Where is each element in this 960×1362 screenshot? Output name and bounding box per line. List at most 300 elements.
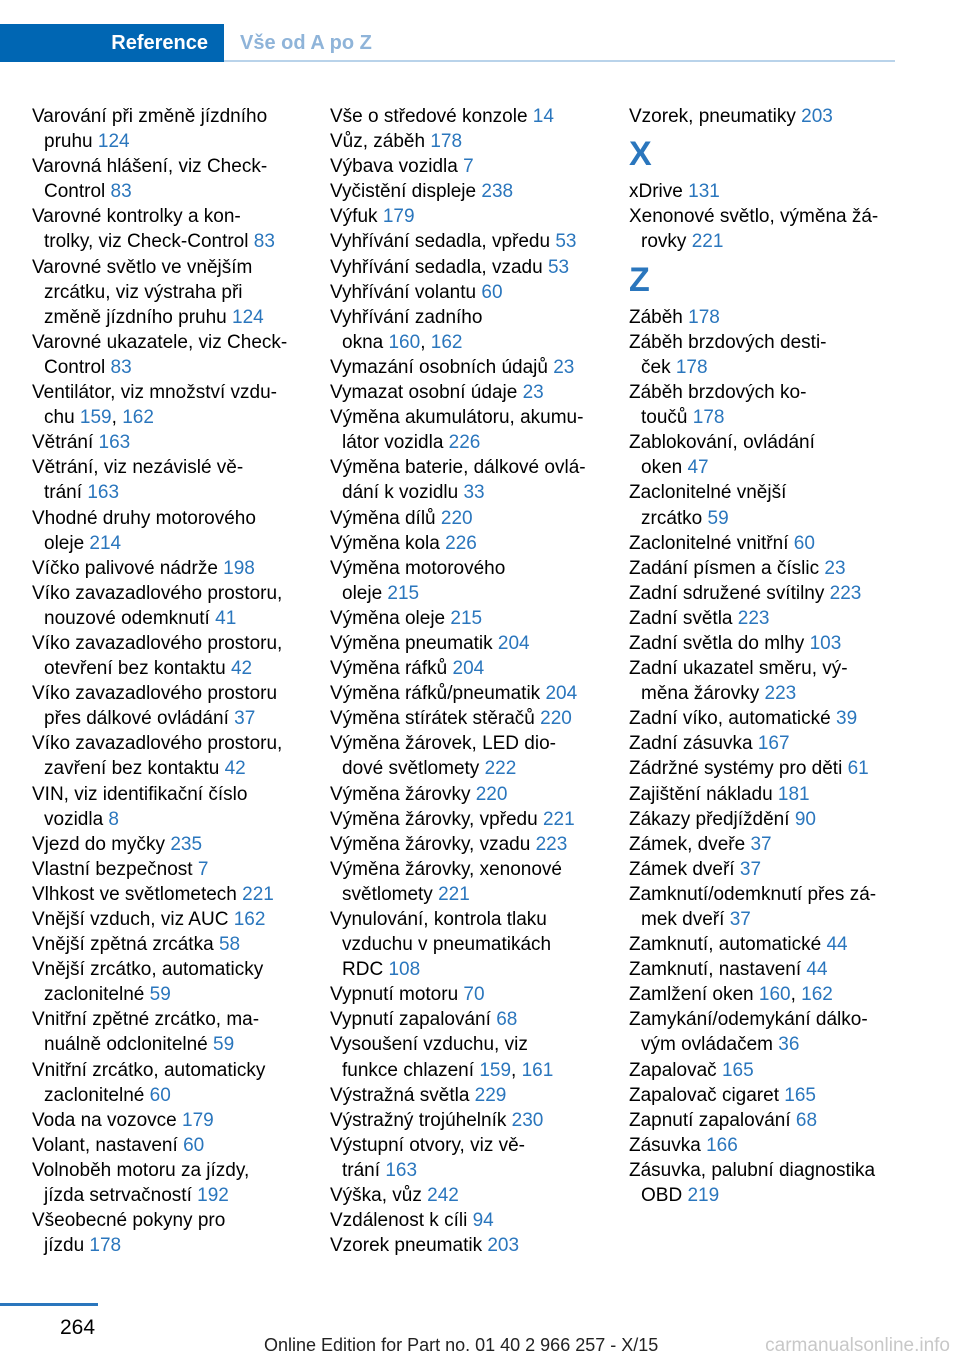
index-entry-term: Výměna kola xyxy=(330,532,446,554)
index-entry xyxy=(32,556,317,581)
index-entry-term: Vnitřní zrcátko, automaticky zaclonitelné xyxy=(32,1059,266,1106)
page-link[interactable]: 179 xyxy=(182,1109,214,1131)
index-entry-term: Vyhřívání sedadla, vpředu xyxy=(330,231,556,253)
index-entry-term: Zámek, dveře xyxy=(629,833,751,855)
index-entry xyxy=(32,681,317,731)
index-entry xyxy=(32,731,317,781)
page-separator: , xyxy=(111,407,123,429)
index-entry xyxy=(32,380,317,430)
watermark: carmanualsonline.info xyxy=(765,1335,950,1356)
page-link[interactable]: 162 xyxy=(122,407,154,429)
index-entry-term: Víko zavazadlového prostoru, zavření bez kontaktu xyxy=(32,733,283,780)
index-entry xyxy=(32,430,317,455)
index-entry xyxy=(330,1183,615,1208)
page-link[interactable]: 163 xyxy=(87,482,120,504)
page-link[interactable]: 178 xyxy=(430,131,463,153)
index-entry xyxy=(330,255,615,280)
page-link[interactable]: 181 xyxy=(777,783,810,805)
index-entry-term: Výfuk xyxy=(330,206,383,228)
index-entry-term: Zamlžení oken xyxy=(629,984,759,1006)
index-entry-term: Zaclonitelné vnější zrcátko xyxy=(629,482,787,529)
index-entry-term: Varovné světlo ve vnějším zrcátku, viz výstraha při změně jízdního pruhu xyxy=(32,256,253,328)
index-entry xyxy=(32,1133,317,1158)
page-link[interactable]: 60 xyxy=(149,1084,171,1106)
index-entry xyxy=(629,882,899,932)
index-entry xyxy=(629,857,899,882)
page-link[interactable]: 204 xyxy=(545,683,578,705)
index-entry xyxy=(330,982,615,1007)
index-entry xyxy=(629,581,899,606)
index-entry-term: Zablokování, ovládání oken xyxy=(629,432,815,479)
index-entry-term: Zadní světla xyxy=(629,607,738,629)
page-link[interactable]: 7 xyxy=(197,858,209,880)
index-entry-term: Výměna žárovek, LED dio- dové světlomety xyxy=(330,733,556,780)
page-link[interactable]: 37 xyxy=(750,833,772,855)
index-entry-term: Vymazat osobní údaje xyxy=(330,382,523,404)
index-entry xyxy=(330,154,615,179)
page-link[interactable]: 167 xyxy=(757,733,790,755)
page-link[interactable]: 47 xyxy=(687,457,709,479)
page-link[interactable]: 215 xyxy=(387,582,420,604)
index-entry-term: Zapalovač xyxy=(629,1059,722,1081)
index-entry xyxy=(330,1083,615,1108)
index-entry-term: Vymazání osobních údajů xyxy=(330,356,554,378)
page-link[interactable]: 160 xyxy=(388,331,421,353)
index-entry xyxy=(330,782,615,807)
page-link[interactable]: 204 xyxy=(452,658,485,680)
page-link[interactable]: 220 xyxy=(440,507,473,529)
page-link[interactable]: 178 xyxy=(89,1235,122,1257)
index-entry xyxy=(32,1007,317,1057)
index-entry xyxy=(330,1208,615,1233)
page-link[interactable]: 53 xyxy=(547,256,570,278)
page-separator: , xyxy=(420,331,431,353)
page-link[interactable]: 178 xyxy=(692,407,725,429)
index-entry xyxy=(629,430,899,480)
index-entry xyxy=(629,631,899,656)
index-entry-term: Větrání, viz nezávislé vě- trání xyxy=(32,457,244,504)
page-link[interactable]: 131 xyxy=(688,181,720,203)
page-link[interactable]: 162 xyxy=(233,909,266,930)
index-entry-term: Víko zavazadlového prostoru, nouzové odemknutí xyxy=(32,582,283,629)
page-link[interactable]: 58 xyxy=(218,934,241,956)
page-link[interactable]: 222 xyxy=(484,758,517,780)
page-link[interactable]: 70 xyxy=(463,984,485,1006)
page-number: 264 xyxy=(60,1316,96,1339)
page-link[interactable]: 165 xyxy=(721,1059,754,1081)
index-entry-term: Víko zavazadlového prostoru přes dálkové ovládání xyxy=(32,683,278,730)
page-link[interactable]: 124 xyxy=(97,131,130,153)
page-link[interactable]: 37 xyxy=(729,909,751,930)
index-entry-term: Vše o středové konzole xyxy=(330,106,533,127)
page-link[interactable]: 161 xyxy=(521,1059,554,1081)
index-entry xyxy=(330,280,615,305)
page-link[interactable]: 198 xyxy=(223,557,255,579)
index-entry xyxy=(330,305,615,355)
index-entry xyxy=(330,606,615,631)
page-link[interactable]: 214 xyxy=(89,532,122,554)
index-entry xyxy=(330,832,615,857)
index-entry xyxy=(629,756,899,781)
index-entry xyxy=(629,807,899,832)
page-link[interactable]: 221 xyxy=(242,883,274,905)
page-separator: , xyxy=(511,1059,522,1081)
index-entry xyxy=(629,330,899,380)
page-link[interactable]: 83 xyxy=(110,181,132,203)
index-entry-term: Zadní sdružené svítilny xyxy=(629,582,830,604)
index-entry-term: Zadní víko, automatické xyxy=(629,708,836,730)
page-link[interactable]: 90 xyxy=(794,808,816,830)
index-entry xyxy=(32,455,317,505)
index-entry xyxy=(330,179,615,204)
index-entry xyxy=(32,957,317,1007)
index-entry xyxy=(629,380,899,430)
index-entry-term: Výměna motorového oleje xyxy=(330,557,506,604)
index-entry-term: Varování při změně jízdního pruhu xyxy=(32,106,268,153)
page-link[interactable]: 165 xyxy=(784,1084,816,1106)
page-link[interactable]: 68 xyxy=(496,1009,518,1031)
index-entry xyxy=(330,656,615,681)
index-entry-term: Výstražný trojúhelník xyxy=(330,1109,512,1131)
page-link[interactable]: 44 xyxy=(826,934,848,956)
index-entry xyxy=(32,104,317,154)
index-entry-term: Volnoběh motoru za jízdy, jízda setrvačností xyxy=(32,1159,250,1207)
index-entry-term: Zajištění nákladu xyxy=(629,783,778,805)
index-entry-term: Záběh brzdových desti- ček xyxy=(629,331,827,378)
index-letter-heading: Z xyxy=(629,260,650,299)
index-entry xyxy=(330,731,615,781)
page-link[interactable]: 220 xyxy=(540,708,572,730)
index-entry-term: Xenonové světlo, výměna žá- rovky xyxy=(629,206,879,253)
index-entry-term: Výměna baterie, dálkové ovlá- dání k vozidlu xyxy=(330,457,586,504)
index-entry xyxy=(330,405,615,455)
index-entry xyxy=(629,731,899,756)
page-link[interactable]: 215 xyxy=(450,607,483,629)
page-link[interactable]: 219 xyxy=(687,1185,720,1207)
page-link[interactable]: 163 xyxy=(385,1159,418,1181)
page-link[interactable]: 108 xyxy=(388,959,421,981)
index-entry xyxy=(629,104,899,129)
index-entry-term: Vlastní bezpečnost xyxy=(32,858,198,880)
page-link[interactable]: 204 xyxy=(497,632,530,654)
index-entry-term: Výměna pneumatik xyxy=(330,632,498,654)
index-entry-term: VIN, viz identifikační číslo vozidla xyxy=(32,783,248,830)
index-entry xyxy=(330,1108,615,1133)
index-entry xyxy=(629,982,899,1007)
page-link[interactable]: 7 xyxy=(463,156,474,178)
index-entry xyxy=(629,1133,899,1158)
index-entry-term: Výměna žárovky xyxy=(330,783,476,805)
index-entry-term: Víko zavazadlového prostoru, otevření bez kontaktu xyxy=(32,632,283,680)
index-entry xyxy=(32,1108,317,1133)
index-entry-term: Výměna ráfků xyxy=(330,658,453,680)
index-entry xyxy=(330,706,615,731)
index-entry xyxy=(330,355,615,380)
index-entry-term: xDrive xyxy=(629,181,689,203)
page-link[interactable]: 44 xyxy=(806,959,828,981)
index-entry xyxy=(330,1032,615,1082)
index-entry-term: Výměna akumulátoru, akumu- látor vozidla xyxy=(330,407,584,454)
index-entry-term: Vzorek, pneumatiky xyxy=(629,106,802,127)
page-link[interactable]: 36 xyxy=(778,1034,800,1056)
index-entry xyxy=(330,857,615,907)
index-entry-term: Výstražná světla xyxy=(330,1084,475,1106)
index-entry xyxy=(629,706,899,731)
page-link[interactable]: 223 xyxy=(829,582,862,604)
index-entry xyxy=(330,1007,615,1032)
index-entry xyxy=(32,782,317,832)
index-entry-term: Zámek dveří xyxy=(629,858,740,880)
index-entry xyxy=(330,631,615,656)
index-letter-heading: X xyxy=(629,135,652,174)
page-link[interactable]: 221 xyxy=(438,883,470,905)
index-entry xyxy=(629,1083,899,1108)
index-entry xyxy=(629,1007,899,1057)
page-link[interactable]: 220 xyxy=(475,783,508,805)
page-link[interactable]: 178 xyxy=(688,306,720,328)
index-entry-term: Ventilátor, viz množství vzdu- chu xyxy=(32,382,277,429)
index-entry-term: Zamknutí, automatické xyxy=(629,934,827,956)
index-entry-term: Vysoušení vzduchu, viz funkce chlazení xyxy=(330,1034,528,1081)
index-entry xyxy=(330,129,615,154)
index-entry xyxy=(330,556,615,606)
index-entry-term: Vzdálenost k cíli xyxy=(330,1210,473,1232)
page-link[interactable]: 178 xyxy=(675,356,708,378)
index-entry xyxy=(330,1133,615,1183)
index-entry-term: Vnitřní zpětné zrcátko, ma- nuálně odclonitelné xyxy=(32,1009,260,1056)
index-entry-term: Zadání písmen a číslic xyxy=(629,557,825,579)
index-entry-term: Výměna oleje xyxy=(330,607,451,629)
index-entry xyxy=(32,882,317,907)
index-entry xyxy=(629,606,899,631)
page-link[interactable]: 223 xyxy=(764,683,797,705)
page-separator: , xyxy=(790,984,802,1006)
page-number-rule xyxy=(0,1303,98,1306)
index-entry xyxy=(330,1233,615,1258)
page-link[interactable]: 163 xyxy=(98,432,131,454)
index-entry xyxy=(629,305,899,330)
index-column-1 xyxy=(32,104,317,1258)
page-link[interactable]: 14 xyxy=(532,106,554,127)
page-link[interactable]: 226 xyxy=(448,432,481,454)
index-entry-term: Vzorek pneumatik xyxy=(330,1235,488,1257)
index-entry-term: Zásuvka, palubní diagnostika OBD xyxy=(629,1159,876,1207)
index-entry xyxy=(32,506,317,556)
page-link[interactable]: 23 xyxy=(522,382,544,404)
page-link[interactable]: 166 xyxy=(706,1134,738,1156)
page-link[interactable]: 60 xyxy=(183,1134,205,1156)
index-entry xyxy=(330,204,615,229)
index-entry-term: Zádržné systémy pro děti xyxy=(629,758,848,780)
index-entry-term: Záběh brzdových ko- toučů xyxy=(629,382,807,429)
index-entry xyxy=(330,455,615,505)
tab-underline xyxy=(224,60,895,62)
page-link[interactable]: 61 xyxy=(847,758,869,780)
index-entry xyxy=(32,154,317,204)
page-link[interactable]: 103 xyxy=(809,632,842,654)
index-entry-term: Vyhřívání sedadla, vzadu xyxy=(330,256,548,278)
page-link[interactable]: 221 xyxy=(691,231,724,253)
index-entry-term: Vhodné druhy motorového oleje xyxy=(32,507,256,554)
index-entry-term: Zamykání/odemykání dálko- vým ovládačem xyxy=(629,1009,868,1056)
page-link[interactable]: 230 xyxy=(511,1109,544,1131)
page-link[interactable]: 229 xyxy=(474,1084,507,1106)
index-column-2 xyxy=(330,104,615,1258)
index-entry-term: Vůz, záběh xyxy=(330,131,431,153)
page-link[interactable]: 83 xyxy=(110,356,132,378)
index-entry-term: Zapalovač cigaret xyxy=(629,1084,785,1106)
index-entry-term: Výměna žárovky, xenonové světlomety xyxy=(330,858,562,905)
index-entry-term: Varovné kontrolky a kon- trolky, viz Check-Control xyxy=(32,206,249,253)
index-entry xyxy=(629,1058,899,1083)
index-entry xyxy=(330,229,615,254)
index-entry-term: Větrání xyxy=(32,432,99,454)
index-entry-term: Zamknutí, nastavení xyxy=(629,959,807,981)
page-link[interactable]: 59 xyxy=(149,984,171,1006)
index-entry-term: Vyčistění displeje xyxy=(330,181,482,203)
index-column-3 xyxy=(629,104,899,1208)
index-entry xyxy=(330,681,615,706)
tab-all-a-to-z[interactable]: Vše od A po Z xyxy=(240,31,372,54)
index-entry-term: Vnější vzduch, viz AUC xyxy=(32,909,234,930)
page-link[interactable]: 37 xyxy=(234,708,256,730)
page-link[interactable]: 39 xyxy=(836,708,858,730)
footer-edition: Online Edition for Part no. 01 40 2 966 257 - X/15 xyxy=(264,1335,659,1355)
index-entry-term: Zadní světla do mlhy xyxy=(629,632,810,654)
index-entry-term: Vypnutí motoru xyxy=(330,984,464,1006)
index-entry xyxy=(629,782,899,807)
index-entry-term: Zapnutí zapalování xyxy=(629,1109,796,1131)
page-link[interactable]: 37 xyxy=(739,858,762,880)
page-link[interactable]: 59 xyxy=(213,1034,235,1056)
index-entry xyxy=(32,330,317,380)
page-link[interactable]: 203 xyxy=(801,106,833,127)
page-link[interactable]: 238 xyxy=(481,181,514,203)
page-link[interactable]: 60 xyxy=(793,532,815,554)
index-entry xyxy=(629,832,899,857)
page-link[interactable]: 223 xyxy=(535,833,568,855)
index-entry-term: Varovná hlášení, viz Check- Control xyxy=(32,156,268,203)
index-entry xyxy=(32,631,317,681)
index-entry xyxy=(629,932,899,957)
index-entry-term: Výměna žárovky, vpředu xyxy=(330,808,543,830)
tab-reference[interactable]: Reference xyxy=(0,24,224,62)
index-entry-term: Výbava vozidla xyxy=(330,156,464,178)
index-entry-term: Vjezd do myčky xyxy=(32,833,171,855)
page-link[interactable]: 41 xyxy=(215,607,237,629)
index-entry xyxy=(629,480,899,530)
index-entry-term: Vyhřívání volantu xyxy=(330,281,482,303)
index-entry xyxy=(32,1158,317,1208)
index-entry-term: Vypnutí zapalování xyxy=(330,1009,497,1031)
page-link[interactable]: 94 xyxy=(472,1210,494,1232)
index-entry-term: Výška, vůz xyxy=(330,1185,428,1207)
index-entry xyxy=(330,531,615,556)
page-link[interactable]: 159 xyxy=(79,407,112,429)
index-entry-term: Zaclonitelné vnitřní xyxy=(629,532,794,554)
index-entry xyxy=(32,932,317,957)
index-entry-term: Víčko palivové nádrže xyxy=(32,557,224,579)
page-link[interactable]: 23 xyxy=(553,356,575,378)
page-link[interactable]: 53 xyxy=(555,231,577,253)
index-entry-term: Voda na vozovce xyxy=(32,1109,182,1131)
page-link[interactable]: 162 xyxy=(801,984,833,1006)
index-entry xyxy=(32,907,317,932)
page-link[interactable]: 242 xyxy=(427,1185,459,1207)
page-link[interactable]: 83 xyxy=(253,231,275,253)
page-link[interactable]: 68 xyxy=(795,1109,818,1131)
page-link[interactable]: 203 xyxy=(487,1235,520,1257)
page-link[interactable]: 192 xyxy=(197,1185,229,1207)
index-entry-term: Výměna žárovky, vzadu xyxy=(330,833,536,855)
page-link[interactable]: 162 xyxy=(430,331,463,353)
index-entry-term: Vnější zpětná zrcátka xyxy=(32,934,219,956)
page-link[interactable]: 42 xyxy=(224,758,246,780)
page-link[interactable]: 160 xyxy=(758,984,791,1006)
index-entry xyxy=(330,506,615,531)
page-link[interactable]: 23 xyxy=(824,557,846,579)
index-entry-term: Záběh xyxy=(629,306,689,328)
page-link[interactable]: 60 xyxy=(481,281,503,303)
index-entry xyxy=(629,1158,899,1208)
index-entry-term: Výměna ráfků/pneumatik xyxy=(330,683,546,705)
index-entry xyxy=(629,556,899,581)
page-link[interactable]: 221 xyxy=(542,808,575,830)
index-entry xyxy=(629,531,899,556)
header-tabbar xyxy=(0,24,895,62)
page-link[interactable]: 226 xyxy=(445,532,477,554)
index-entry xyxy=(32,1058,317,1108)
page-link[interactable]: 179 xyxy=(382,206,415,228)
index-entry xyxy=(629,957,899,982)
index-entry-term: Zákazy předjíždění xyxy=(629,808,795,830)
index-entry xyxy=(32,857,317,882)
index-entry-term: Vnější zrcátko, automaticky zaclonitelné xyxy=(32,959,264,1006)
page-link[interactable]: 223 xyxy=(737,607,770,629)
index-entry xyxy=(330,104,615,129)
index-entry xyxy=(32,204,317,254)
index-entry-term: Volant, nastavení xyxy=(32,1134,184,1156)
page-link[interactable]: 124 xyxy=(232,306,264,328)
index-entry xyxy=(629,179,899,204)
page-link[interactable]: 235 xyxy=(170,833,203,855)
index-entry xyxy=(32,581,317,631)
index-entry xyxy=(32,255,317,330)
page-link[interactable]: 59 xyxy=(707,507,729,529)
index-entry xyxy=(32,832,317,857)
index-entry xyxy=(32,1208,317,1258)
index-entry-term: Zásuvka xyxy=(629,1134,707,1156)
index-entry-term: Varovné ukazatele, viz Check- Control xyxy=(32,331,288,378)
index-entry xyxy=(330,807,615,832)
index-entry-term: Výměna dílů xyxy=(330,507,441,529)
index-entry-term: Vlhkost ve světlometech xyxy=(32,883,243,905)
index-entry-term: Zamknutí/odemknutí přes zá- mek dveří xyxy=(629,883,877,930)
index-entry xyxy=(330,907,615,982)
index-entry xyxy=(629,1108,899,1133)
page-link[interactable]: 33 xyxy=(463,482,485,504)
index-entry-term: Zadní zásuvka xyxy=(629,733,758,755)
page-link[interactable]: 159 xyxy=(479,1059,512,1081)
index-entry xyxy=(629,204,899,254)
index-entry xyxy=(330,380,615,405)
page-link[interactable]: 42 xyxy=(230,658,253,680)
index-entry-term: Výstupní otvory, viz vě- trání xyxy=(330,1134,525,1181)
page-link[interactable]: 8 xyxy=(108,808,119,830)
index-entry-term: Zadní ukazatel směru, vý- měna žárovky xyxy=(629,658,848,705)
index-entry-term: Vyhřívání zadního okna xyxy=(330,306,483,353)
index-entry-term: Všeobecné pokyny pro jízdu xyxy=(32,1210,226,1257)
